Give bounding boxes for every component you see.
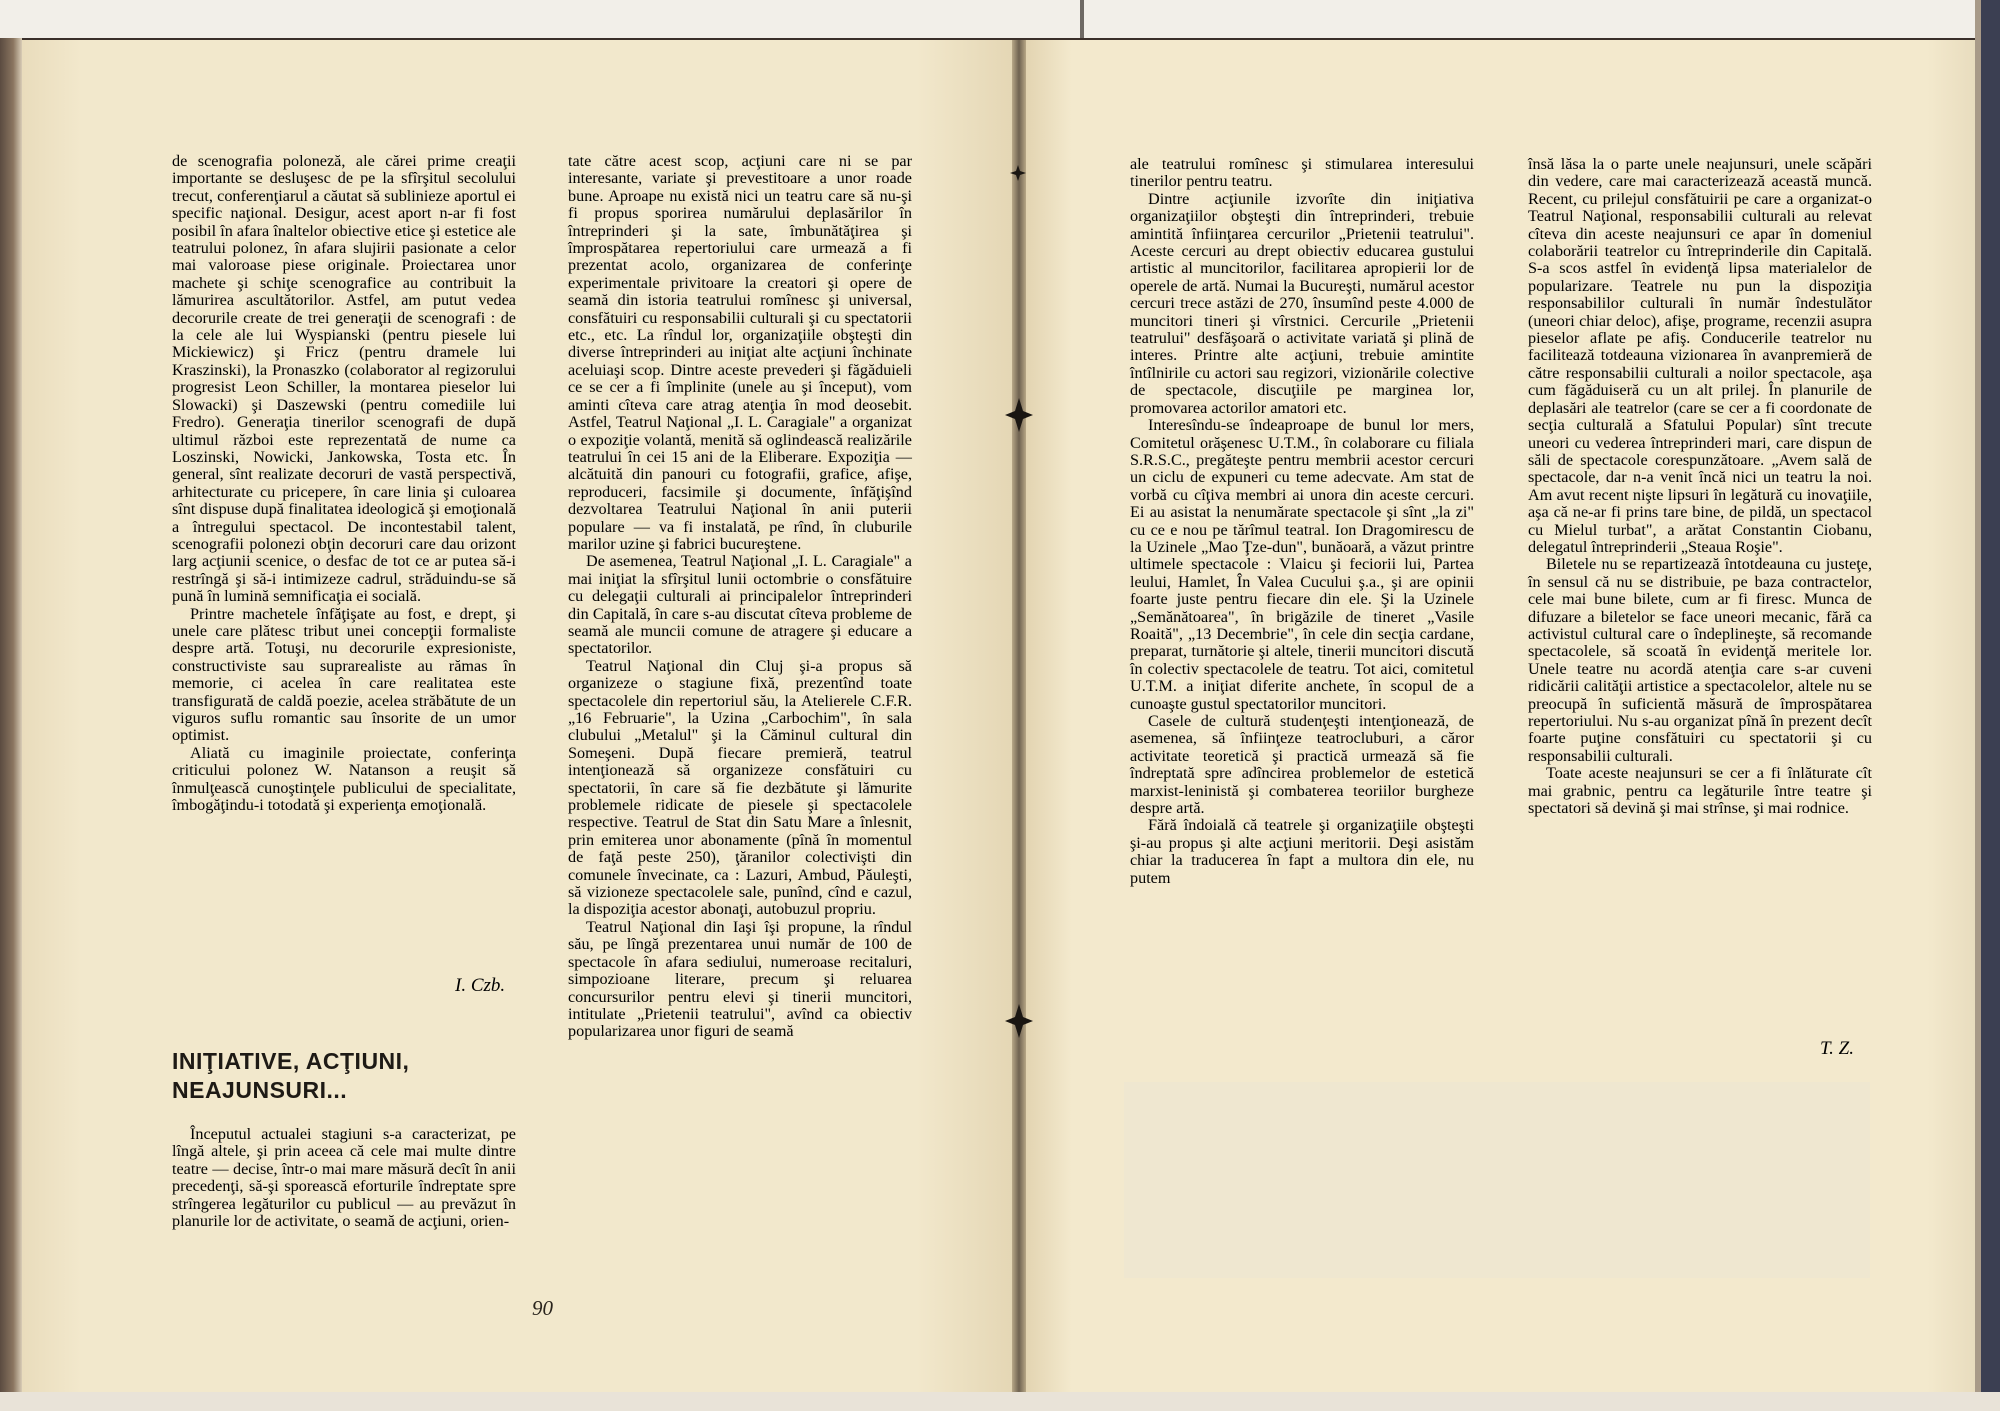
paragraph: De asemenea, Teatrul Naţional „I. L. Caragiale" a mai iniţiat la sfîrşitul lunii octombrie o consfătuire cu delegaţii culturali ai principalelor întreprinderi din Capitală, în care s-au discutat cîteva probleme de seamă ale muncii comune de atragere şi educare a spectatorilor. bbox=[568, 552, 912, 658]
headline-line: NEAJUNSURI... bbox=[172, 1077, 348, 1103]
scan-bottom-margin bbox=[0, 1392, 2000, 1411]
paragraph: Teatrul Naţional din Iaşi îşi propune, la rîndul său, pe lîngă prezentarea unui număr de 100 de spectacole în afara sediului, numeroase recitaluri, simpozioane literare, precum şi reluarea concursurilor pentru elevi şi tinerii muncitori, intitulate „Prietenii teatrului", avînd ca obiectiv popularizarea unor figuri de seamă bbox=[568, 917, 912, 1041]
paragraph: Printre machetele înfăţişate au fost, e drept, şi unele care plătesc tribut unei concepţii formaliste despre artă. Totuşi, nu decorurile expresioniste, constructiviste sau suprarealiste au rămas în memorie, ci acelea în care realitatea este transfigurată de caldă poezie, acelea străbătute de un viguros suflu romantic sau însorite de un umor optimist. bbox=[172, 604, 516, 745]
paragraph: însă lăsa la o parte unele neajunsuri, unele scăpări din vedere, care mai caracterizează această muncă. Recent, cu prilejul consfătuirii pe care a organizat-o Teatrul Naţional, responsabilii culturali au relevat cîteva din aceste neajunsuri ce apar în domeniul colaborării teatrelor cu întreprinderile din Capitală. S-a scos astfel în evidenţă lipsa materialelor de popularizare. Teatrele nu pun la dispoziţia responsabililor culturali în număr îndestulător (uneori chiar deloc), afişe, programe, recenzii asupra pieselor aflate pe afiş. Conducerile teatrelor nu facilitează totdeauna vizionarea în avanpremieră de către responsabilii culturali a noilor spectacole, aşa cum făgăduiseră cu un alt prilej. În planurile de deplasări ale teatrelor (care se cer a fi coordonate de secţia culturală a Sfatului Popular) sînt trecute uneori cu vederea întreprinderi mari, care dispun de săli de spectacole corespunzătoare. „Avem sală de spectacole, dar n-a venit încă nici un teatru la noi. Am avut recent nişte lipsuri în legătură cu inovaţiile, aşa că ne-ar fi prins tare bine, de pildă, un spectacol cu Mielul turbat", a arătat Constantin Ciobanu, delegatul întreprinderii „Steaua Roşie". bbox=[1528, 155, 1872, 556]
paragraph: Biletele nu se repartizează întotdeauna cu justeţe, în sensul că nu se distribuie, pe baza contractelor, cele mai bune bilete, cum ar fi firesc. Munca de difuzare a biletelor se face uneori mecanic, fără ca activistul cultural care o îndeplineşte, să recomande spectacolele, să scoată în evidenţă meritele lor. Unele teatre nu acordă atenţia care s-ar cuveni ridicării calităţii artistice a spectacolelor, altele nu se preocupă în suficientă măsură de împrospătarea repertoriului. Nu s-au organizat pînă în prezent decît foarte puţine consfătuiri cu spectatorii şi cu responsabilii culturali. bbox=[1528, 555, 1872, 765]
paragraph: Teatrul Naţional din Cluj şi-a propus să organizeze o stagiune fixă, prezentînd toate spectacolele din repertoriul său, la Atelierele C.F.R. „16 Februarie", la Uzina „Carbochim", în sala clubului „Metalul" şi la Căminul cultural din Someşeni. După fiecare premieră, teatrul intenţionează să organizeze consfătuiri cu spectatorii, în care să fie dezbătute şi lămurite problemele ridicate de piesele şi spectacolele respective. Teatrul de Stat din Satu Mare a înlesnit, prin emiterea unor abonamente (pînă în momentul de faţă peste 250), ţăranilor colectivişti din comunele învecinate, ca : Lazuri, Ambud, Păuleşti, să vizioneze spectacolele sale, punînd, cînd e cazul, la dispoziţia acestor abonaţi, autobuzul propriu. bbox=[568, 656, 912, 919]
scan-gap bbox=[1080, 0, 1084, 38]
left-column-1 bbox=[172, 153, 516, 814]
binding-ornament-icon bbox=[1005, 1004, 1033, 1038]
left-column-1-article bbox=[172, 1126, 516, 1230]
right-column-2 bbox=[1528, 156, 1872, 817]
paragraph: tate către acest scop, acţiuni care ni se par interesante, variate şi prevestitoare a unor roade bune. Aproape nu există nici un teatru care să nu-şi fi propus sporirea numărului deplasărilor în întreprinderi şi la sate, îmbunătăţirea şi împrospătarea repertoriului care urmează a fi prezentat acolo, organizarea de conferinţe experimentale privitoare la creatori şi opere de seamă din istoria teatrului romînesc şi universal, consfătuiri cu responsabilii culturali şi cu spectatorii etc., etc. La rîndul lor, organizaţiile obşteşti din diverse întreprinderi au iniţiat alte acţiuni închinate aceluiaşi scop. Dintre aceste prevederi şi făgăduieli ce se cer a fi împlinite (unele au şi început), vom aminti cîteva care atrag atenţia în mod deosebit. Astfel, Teatrul Naţional „I. L. Caragiale" a organizat o expoziţie volantă, menită să oglindească realizările teatrului în cei 15 ani de la Eliberare. Expoziţia — alcătuită din panouri cu fotografii, grafice, afişe, reproduceri, facsimile şi documente, înfăţişînd dezvoltarea Teatrului Naţional în anii puterii populare — va fi instalată, pe rînd, în cluburile marilor uzine şi fabrici bucureştene. bbox=[568, 152, 912, 553]
paragraph: Dintre acţiunile izvorîte din iniţiativa organizaţiilor obşteşti din întreprinderi, trebuie amintită înfiinţarea cercurilor „Prietenii teatrului". Aceste cercuri au drept obiectiv educarea gustului artistic al muncitorilor, facilitarea apropierii lor de operele de artă. Numai la Bucureşti, numărul acestor cercuri trece astăzi de 270, însumînd peste 4.000 de muncitori tineri şi vîrstnici. Cercurile „Prietenii teatrului" desfăşoară o activitate variată şi plină de interes. Printre alte acţiuni, trebuie amintite întîlnirile cu actori sau regizori, vizionările colective de spectacole, discuţiile pe marginea lor, promovarea actorilor amatori etc. bbox=[1130, 189, 1474, 417]
paragraph: Fără îndoială că teatrele şi organizaţiile obşteşti şi-au propus şi alte acţiuni meritorii. Deşi asistăm chiar la traducerea în fapt a multora din ele, nu putem bbox=[1130, 816, 1474, 887]
page-number: 90 bbox=[532, 1296, 553, 1320]
article-headline bbox=[172, 1047, 462, 1105]
scan-top-margin bbox=[0, 0, 2000, 38]
book-gutter bbox=[1012, 40, 1026, 1392]
paragraph: Începutul actualei stagiuni s-a caracterizat, pe lîngă altele, şi prin aceea că cele mai multe dintre teatre — decise, într-o mai mare măsură decît în anii precedenţi, să-şi sporească eforturile îndreptate spre strîngerea legăturilor cu publicul — au prevăzut în planurile lor de activitate, o seamă de acţiuni, orien- bbox=[172, 1125, 516, 1231]
paragraph: Aliată cu imaginile proiectate, conferinţa criticului polonez W. Natanson a reuşit să înmulţească cunoştinţele publicului de specialitate, îmbogăţindu-i totodată şi experienţa emoţională. bbox=[172, 743, 516, 815]
signature-author: I. Czb. bbox=[455, 975, 506, 996]
binding-ornament-icon bbox=[1010, 165, 1026, 181]
blank-illustration-area bbox=[1124, 1082, 1870, 1278]
binding-ornament-icon bbox=[1005, 398, 1033, 432]
paragraph: Casele de cultură studenţeşti intenţionează, de asemenea, să înfiinţeze teatrocluburi, a căror activitate teoretică şi practică urmează să fie îndreptată spre adîncirea problemelor de estetică marxist-leninistă şi combaterea teoriilor burgheze despre artă. bbox=[1130, 712, 1474, 818]
book-edge-left bbox=[0, 38, 22, 1398]
paragraph: Toate aceste neajunsuri se cer a fi înlăturate cît mai grabnic, pentru ca legăturile între teatre şi spectatori să devină şi mai strînse, şi mai rodnice. bbox=[1528, 764, 1872, 818]
paragraph: Interesîndu-se îndeaproape de bunul lor mers, Comitetul orăşenesc U.T.M., în colaborare cu filiala S.R.S.C., pregăteşte pentru membrii acestor cercuri un ciclu de expuneri cu teme adecvate. Am stat de vorbă cu cîţiva membri ai unora din aceste cercuri. Ei au asistat la nenumărate spectacole şi sînt „la zi" cu ce e nou pe tărîmul teatral. Ion Dragomirescu de la Uzinele „Mao Ţze-dun", bunăoară, a văzut printre ultimele spectacole : Vlaicu şi feciorii lui, Partea leului, Hamlet, În Valea Cucului ş.a., şi are opinii foarte juste pentru fiecare din ele. Şi la Uzinele „Semănătoarea", în brigăzile de tineret „Vasile Roaită", „13 Decembrie", în cele din secţia cardane, preparat, turnătorie şi altele, tinerii muncitori discută în colectiv spectacolele de teatru. Tot aici, comitetul U.T.M. a iniţiat diferite anchete, în scopul de a cunoaşte gustul spectatorilor muncitori. bbox=[1130, 416, 1474, 713]
book-cover-edge-right bbox=[1975, 0, 2000, 1411]
paragraph: de scenografia poloneză, ale cărei prime creaţii importante se desluşesc de pe la sfîrşitul secolului trecut, conferenţiarul a căutat să sublinieze aportul ei specific naţional. Desigur, acest aport n-ar fi fost posibil în afara înaltelor obiective etice şi estetice ale teatrului polonez, în afara slujirii pasionate a celor mai valoroase piese originale. Proiectarea unor machete şi schiţe scenografice au contribuit la lămurirea ascultătorilor. Astfel, am putut vedea decorurile create de trei generaţii de scenografi : de la cele ale lui Wyspianski (pentru piesele lui Mickiewicz) şi Fricz (pentru dramele lui Kraszinski), la Pronaszko (colaborator al regizorului progresist Leon Schiller, la montarea pieselor lui Slowacki) şi Daszewski (pentru comediile lui Fredro). Generaţia tinerilor scenografi de după ultimul război este reprezentată de nume ca Loszinski, Nowicki, Jankowska, Tosta etc. În general, sînt realizate decoruri de vastă perspectivă, arhitecturate cu pricepere, în care linia şi culoarea sînt dispuse după finalitatea ideologică şi emoţională a întregului spectacol. De incontestabil talent, scenografii polonezi obţin decoruri care dau orizont larg acţiunii scenice, o desfac de tot ce ar putea să-i restrîngă şi să-i intimizeze cadrul, străduindu-se să pună în lumină semnificaţia ei socială. bbox=[172, 152, 516, 606]
right-column-1 bbox=[1130, 156, 1474, 887]
signature-author: T. Z. bbox=[1820, 1038, 1854, 1059]
headline-line: INIŢIATIVE, ACŢIUNI, bbox=[172, 1048, 410, 1074]
paragraph: ale teatrului romînesc şi stimularea interesului tinerilor pentru teatru. bbox=[1130, 155, 1474, 191]
left-column-2 bbox=[568, 153, 912, 1041]
